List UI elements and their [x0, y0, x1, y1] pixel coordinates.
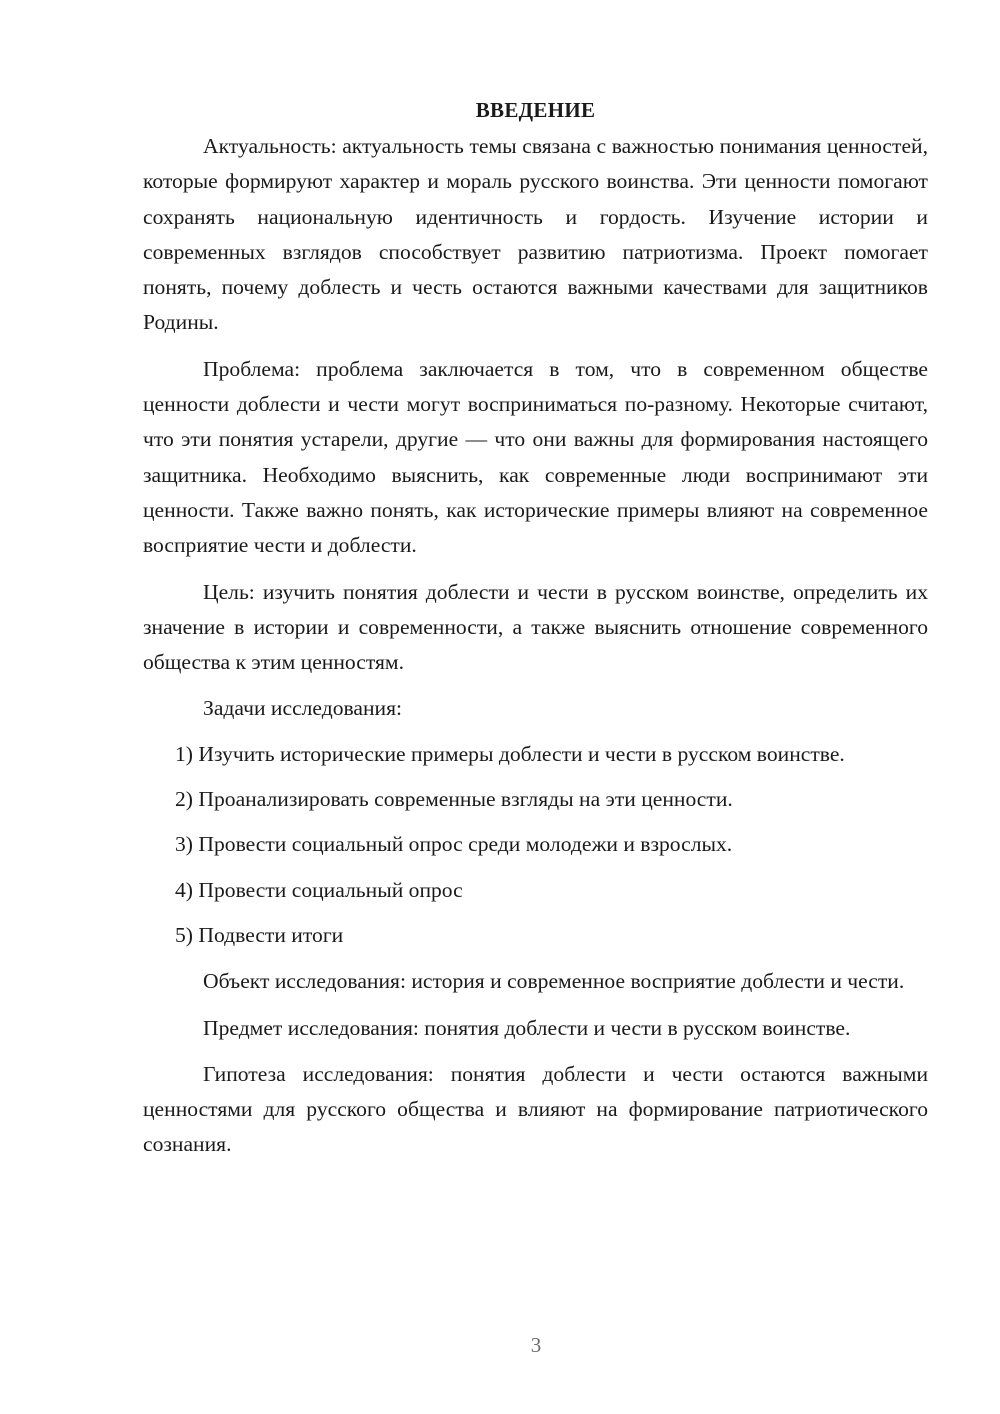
page-body [143, 93, 928, 1163]
tasks-heading: Задачи исследования: [203, 696, 403, 721]
page-number: 3 [530, 1333, 542, 1357]
relevance-paragraph: Актуальность: актуальность темы связана с важностью понимания ценностей, которые формируют характер и мораль русского воинства. Эти ценности помогают сохранять национальную идентичность и гордость. Изучение истории и современных взглядов способствует развитию патриотизма. Проект помогает понять, почему доблесть и честь остаются важными качествами для защитников Родины. [143, 134, 928, 335]
object-paragraph: Объект исследования: история и современное восприятие доблести и чести. [203, 969, 905, 994]
problem-paragraph: Проблема: проблема заключается в том, что в современном обществе ценности доблести и чести могут восприниматься по-разному. Некоторые считают, что эти понятия устарели, другие — что они важны для формирования настоящего защитника. Необходимо выяснить, как современные люди воспринимают эти ценности. Также важно понять, как исторические примеры влияют на современное восприятие чести и доблести. [143, 356, 928, 558]
subject-paragraph: Предмет исследования: понятия доблести и чести в русском воинстве. [203, 1015, 851, 1040]
task-item: 5) Подвести итоги [175, 922, 344, 947]
task-item: 4) Провести социальный опрос [175, 877, 463, 902]
task-item: 1) Изучить исторические примеры доблести и чести в русском воинстве. [175, 741, 845, 766]
hypothesis-paragraph: Гипотеза исследования: понятия доблести и чести остаются важными ценностями для русского общества и влияют на формирование патриотического сознания. [143, 1061, 928, 1157]
task-item: 3) Провести социальный опрос среди молодежи и взрослых. [175, 832, 733, 857]
task-item: 2) Проанализировать современные взгляды на эти ценности. [175, 787, 733, 812]
goal-paragraph: Цель: изучить понятия доблести и чести в русском воинстве, определить их значение в истории и современности, а также выяснить отношение современного общества к этим ценностям. [143, 579, 928, 675]
tasks-list [143, 737, 928, 953]
section-title: ВВЕДЕНИЕ [475, 98, 596, 122]
